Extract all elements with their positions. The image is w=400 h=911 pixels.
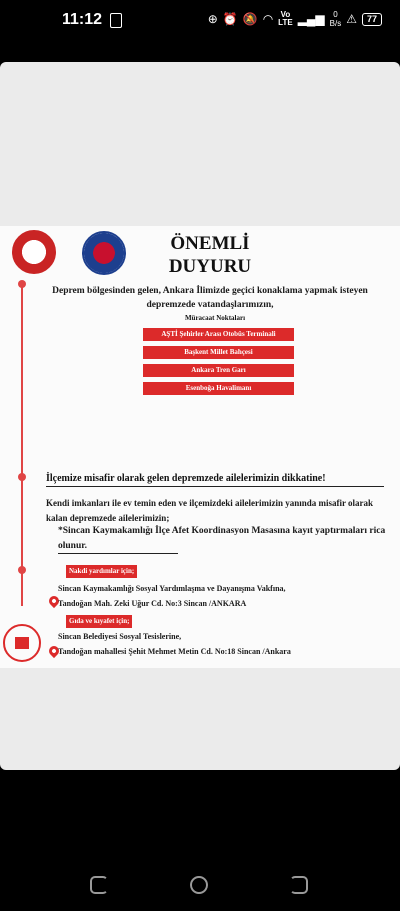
food-clothing-address: Tandoğan mahallesi Şehit Mehmet Metin Cd. No:18 Sincan /Ankara: [58, 647, 291, 656]
cash-aid-label: Nakdi yardımlar için;: [66, 565, 137, 578]
network-speed: [330, 10, 342, 28]
status-bar: [0, 0, 400, 44]
application-point: AŞTİ Şehirler Arası Otobüs Terminali: [143, 328, 294, 341]
application-point: Başkent Millet Bahçesi: [143, 346, 294, 359]
image-viewer[interactable]: [0, 62, 400, 770]
title-line-2: DUYURU: [168, 256, 252, 277]
cash-aid-address: Tandoğan Mah. Zeki Uğur Cd. No:3 Sincan /ANKARA: [58, 599, 247, 608]
instruction-underline: [58, 553, 178, 554]
food-clothing-recipient: Sincan Belediyesi Sosyal Tesislerine,: [58, 632, 182, 641]
timeline-dot: [18, 566, 26, 574]
alarm-icon: ⏰: [222, 12, 238, 26]
announcement-poster[interactable]: [0, 226, 400, 668]
mute-icon: 🔕: [242, 12, 258, 26]
food-clothing-label: Gıda ve kıyafet için;: [66, 615, 132, 628]
heading-underline: [46, 486, 384, 487]
title-line-1: ÖNEMLİ: [170, 233, 250, 254]
info-paragraph: Kendi imkanları ile ev temin eden ve ilçemizdeki ailelerimizin yanında misafir olarak kalan depremzede ailelerimizin;: [46, 498, 374, 523]
timeline-dot: [18, 473, 26, 481]
network-type: [278, 11, 293, 27]
sincan-municipality-logo: [82, 231, 126, 275]
net-top: Vo: [280, 10, 291, 19]
wifi-icon: ◠: [262, 12, 274, 26]
warning-icon: ⚠: [346, 12, 357, 26]
back-icon[interactable]: [290, 876, 308, 894]
battery-icon: 77: [362, 13, 382, 26]
application-point: Esenboğa Havalimanı: [143, 382, 294, 395]
status-time: 11:12: [62, 11, 103, 28]
home-icon[interactable]: [190, 876, 208, 894]
afad-logo: [12, 230, 56, 274]
intro-text: Deprem bölgesinden gelen, Ankara İlimizde geçici konaklama yapmak isteyen depremzede vatandaşlarımızın,: [52, 286, 368, 310]
add-circle-icon: ⊕: [207, 12, 218, 26]
attention-heading: İlçemize misafir olarak gelen depremzede ailelerimizin dikkatine!: [46, 473, 326, 484]
registration-instruction: *Sincan Kaymakamlığı İlçe Afet Koordinasyon Masasına kayıt yaptırmaları rica olunur.: [58, 526, 386, 551]
cash-aid-recipient: Sincan Kaymakamlığı Sosyal Yardımlaşma ve Dayanışma Vakfına,: [58, 584, 286, 593]
poster-title: [150, 232, 270, 278]
application-point: Ankara Tren Garı: [143, 364, 294, 377]
timeline-dot: [18, 280, 26, 288]
status-icons: [208, 10, 382, 28]
aid-box-hands-icon: [3, 624, 41, 662]
speed-unit: B/s: [329, 19, 342, 28]
navigation-bar: [0, 866, 400, 906]
aid-box-shape: [15, 637, 29, 649]
notification-icon: [110, 13, 122, 28]
speed-value: 0: [333, 10, 338, 19]
signal-icon: ▂▄▆: [297, 12, 325, 26]
recents-icon[interactable]: [90, 876, 108, 894]
timeline-line: [21, 284, 23, 606]
net-bottom: LTE: [278, 18, 293, 27]
application-points-label: Müracaat Noktaları: [184, 314, 246, 322]
